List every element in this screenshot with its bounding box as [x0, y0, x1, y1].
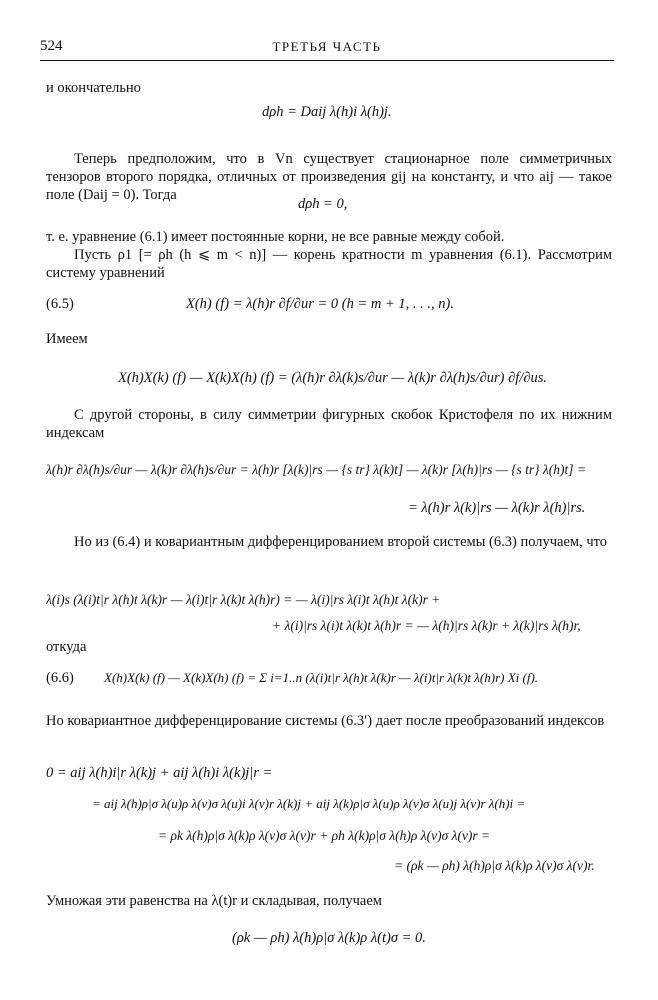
text-line: Имеем [46, 331, 88, 347]
equation: X(h)X(k) (f) — X(k)X(h) (f) = Σ i=1..n (λ(i)t|r λ(h)t λ(k)r — λ(i)t|r λ(k)t λ(h)r) Xi (f). [104, 670, 539, 685]
equation: = ρk λ(h)ρ|σ λ(k)ρ λ(v)σ λ(v)r + ρh λ(k)ρ|σ λ(h)ρ λ(v)σ λ(v)r = [158, 828, 491, 843]
running-title: ТРЕТЬЯ ЧАСТЬ [272, 39, 382, 54]
equation: λ(i)s (λ(i)t|r λ(h)t λ(k)r — λ(i)t|r λ(k)t λ(h)r) = — λ(i)|rs λ(i)t λ(h)t λ(k)r + [46, 592, 441, 607]
paragraph: Но ковариантное дифференцирование системы (6.3′) дает после преобразований индексов [46, 713, 605, 729]
equation: 0 = aij λ(h)i|r λ(k)j + aij λ(h)i λ(k)j|r = [46, 765, 273, 781]
text-line: и окончательно [46, 80, 141, 96]
equation: + λ(i)|rs λ(i)t λ(k)t λ(h)r = — λ(h)|rs λ(k)r + λ(k)|rs λ(h)r, [272, 618, 581, 633]
equation: = aij λ(h)ρ|σ λ(u)ρ λ(v)σ λ(u)i λ(v)r λ(k)j + aij λ(k)ρ|σ λ(u)ρ λ(v)σ λ(u)j λ(v)r λ(h)i = [92, 796, 526, 811]
paragraph: Теперь предположим, что в Vn существует стационарное поле симметричных тензоров второго порядка, отличных от произведения gij на константу, и что aij — такое поле (Daij = 0). Тогда [46, 151, 612, 203]
text-line: откуда [46, 639, 87, 655]
equation: = (ρk — ρh) λ(h)ρ|σ λ(k)ρ λ(v)σ λ(v)r. [394, 858, 595, 873]
equation: X(h) (f) = λ(h)r ∂f/∂ur = 0 (h = m + 1, . . ., n). [186, 296, 454, 312]
page-number: 524 [40, 38, 63, 54]
equation-number: (6.6) [46, 670, 74, 686]
text-line: Умножая эти равенства на λ(t)r и складывая, получаем [46, 893, 382, 909]
equation: (ρk — ρh) λ(h)ρ|σ λ(k)ρ λ(t)σ = 0. [232, 930, 426, 946]
paragraph: Но из (6.4) и ковариантным дифференцированием второй системы (6.3) получаем, что [74, 534, 608, 550]
paragraph: Пусть ρ1 [= ρh (h ⩽ m < n)] — корень кратности m уравнения (6.1). Рассмотрим систему уравнений [46, 247, 612, 281]
equation: λ(h)r ∂λ(h)s/∂ur — λ(k)r ∂λ(h)s/∂ur = λ(h)r [λ(k)|rs — {s tr} λ(k)t] — λ(k)r [λ(h)|rs — {s tr} λ(h)t] = [46, 462, 586, 477]
equation: = λ(h)r λ(k)|rs — λ(k)r λ(h)|rs. [408, 500, 586, 516]
paragraph: т. е. уравнение (6.1) имеет постоянные корни, не все равные между собой. [46, 229, 505, 245]
page-header [40, 38, 614, 60]
equation: dρh = 0, [298, 196, 348, 212]
header-rule [40, 60, 614, 61]
paragraph: С другой стороны, в силу симметрии фигурных скобок Кристофеля по их нижним индексам [46, 407, 612, 441]
equation: dρh = Daij λ(h)i λ(h)j. [262, 104, 392, 120]
equation-number: (6.5) [46, 296, 74, 312]
equation: X(h)X(k) (f) — X(k)X(h) (f) = (λ(h)r ∂λ(k)s/∂ur — λ(k)r ∂λ(h)s/∂ur) ∂f/∂us. [118, 370, 548, 386]
